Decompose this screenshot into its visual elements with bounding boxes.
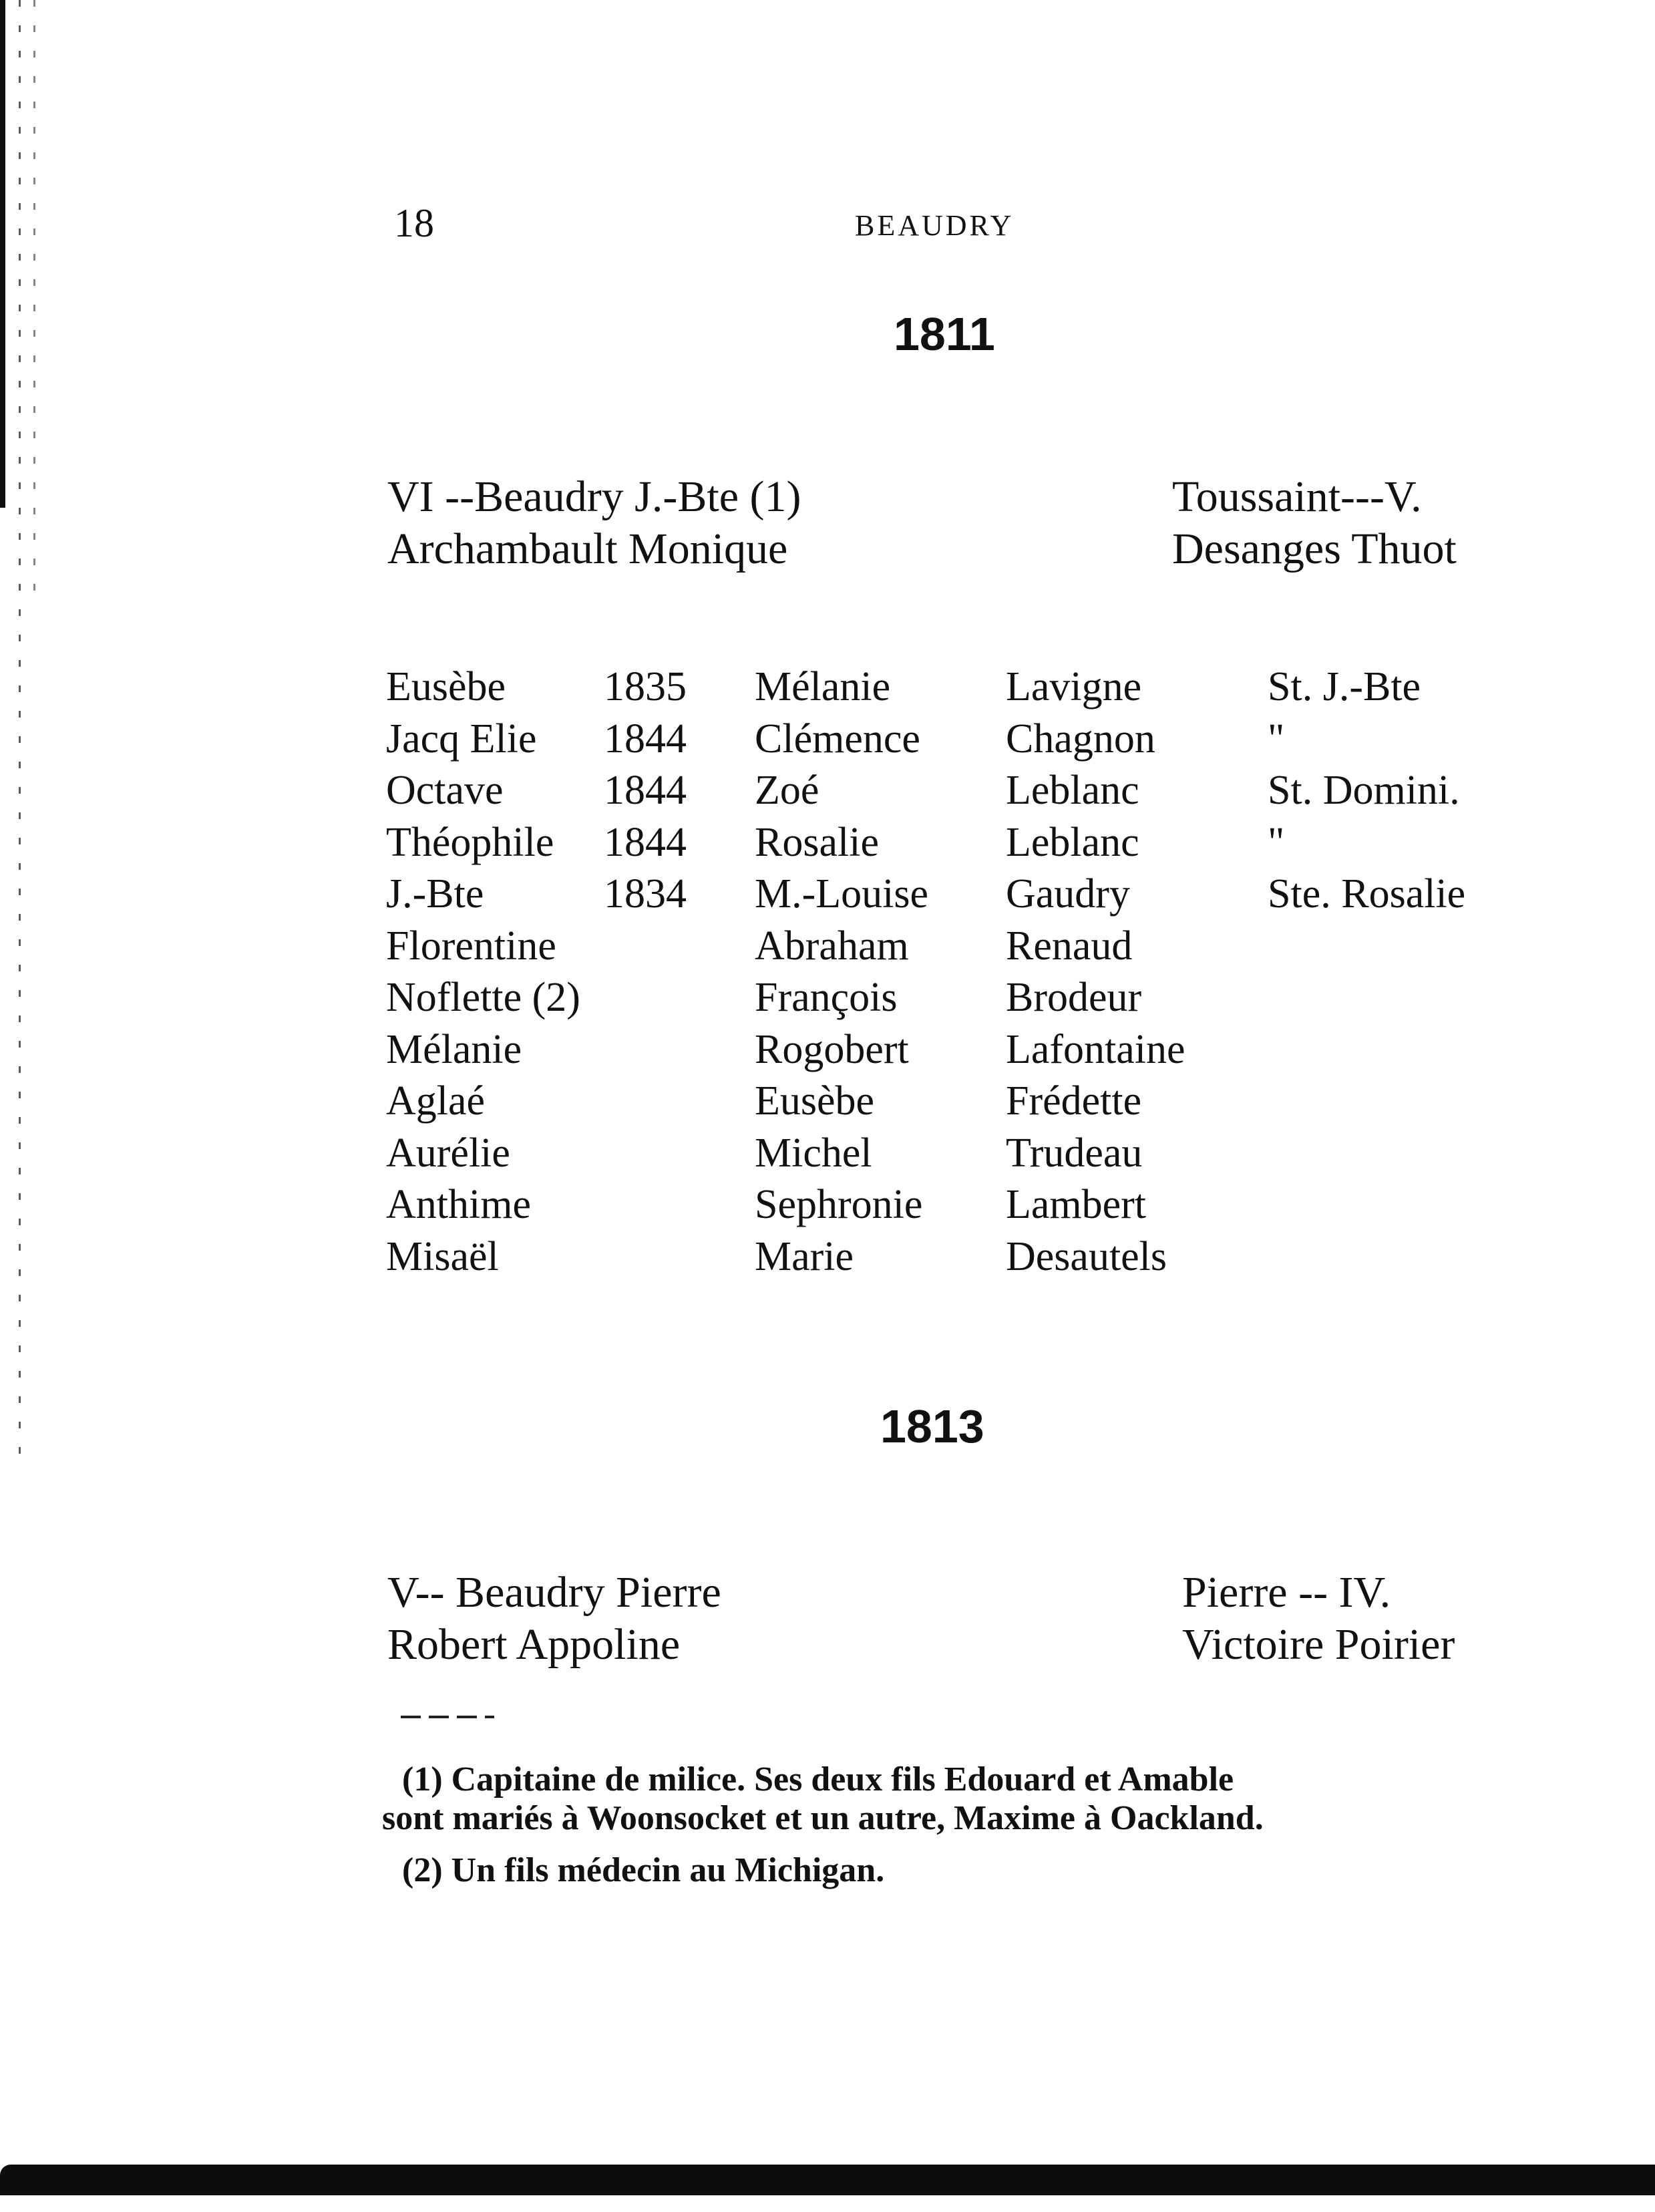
child-surname: Lavigne [1006, 664, 1142, 709]
footnote-divider [401, 1716, 494, 1718]
child-surname: Desautels [1006, 1233, 1167, 1279]
child-spouse: Mélanie [755, 664, 891, 709]
child-row [386, 1076, 1521, 1128]
child-spouse: Clémence [755, 716, 920, 762]
child-parish: St. Domini. [1268, 768, 1460, 813]
child-name: Florentine [386, 923, 556, 969]
child-surname: Leblanc [1006, 768, 1139, 813]
child-name: Anthime [386, 1182, 531, 1227]
child-year: 1835 [604, 664, 687, 709]
child-row [386, 868, 1521, 921]
child-row [386, 1231, 1521, 1283]
child-year: 1834 [604, 871, 687, 917]
couple-parents [1182, 1567, 1455, 1671]
footnotes [382, 1760, 1504, 1890]
child-year: 1844 [604, 768, 687, 813]
child-name: Mélanie [386, 1026, 522, 1072]
child-year: 1844 [604, 819, 687, 865]
footnote-1-line-1: (1) Capitaine de milice. Ses deux fils Edouard et Amable [402, 1760, 1234, 1798]
child-surname: Lambert [1006, 1182, 1147, 1227]
child-name: Aurélie [386, 1130, 510, 1176]
couple-names [387, 471, 801, 575]
child-name: Aglaé [386, 1078, 486, 1124]
child-name: Octave [386, 768, 504, 813]
child-name: Théophile [386, 819, 554, 865]
footnote-2: (2) Un fils médecin au Michigan. [402, 1851, 885, 1889]
child-name: J.-Bte [386, 871, 484, 917]
child-spouse: Eusèbe [755, 1078, 875, 1124]
husband-parents: Pierre -- IV. [1182, 1568, 1391, 1617]
wife-name: Archambault Monique [387, 524, 788, 573]
year-heading: 1811 [894, 308, 995, 360]
year-heading: 1813 [880, 1400, 984, 1452]
child-parish: St. J.-Bte [1268, 664, 1421, 709]
child-row [386, 714, 1521, 766]
child-name: Jacq Elie [386, 716, 537, 762]
child-parish: " [1268, 716, 1285, 762]
wife-parents: Desanges Thuot [1172, 524, 1457, 573]
child-surname: Renaud [1006, 923, 1133, 969]
child-surname: Lafontaine [1006, 1026, 1185, 1072]
couple-parents [1172, 471, 1457, 575]
child-row [386, 921, 1521, 973]
child-parish: " [1268, 819, 1285, 865]
child-spouse: François [755, 975, 898, 1020]
scan-edge-mark [0, 0, 9, 508]
child-row [386, 972, 1521, 1024]
child-year: 1844 [604, 716, 687, 762]
child-row [386, 765, 1521, 817]
child-row [386, 1179, 1521, 1231]
footnote-1-line-2: sont mariés à Woonsocket et un autre, Maxime à Oackland. [382, 1799, 1264, 1837]
child-spouse: Rogobert [755, 1026, 909, 1072]
child-row [386, 817, 1521, 869]
running-title: BEAUDRY [855, 209, 1015, 242]
husband-name: V-- Beaudry Pierre [387, 1568, 721, 1617]
child-spouse: Sephronie [755, 1182, 923, 1227]
child-row [386, 661, 1521, 714]
children-list [386, 661, 1521, 1283]
child-row [386, 1024, 1521, 1076]
child-spouse: Marie [755, 1233, 854, 1279]
child-surname: Frédette [1006, 1078, 1142, 1124]
child-surname: Leblanc [1006, 819, 1139, 865]
child-surname: Gaudry [1006, 871, 1130, 917]
child-surname: Chagnon [1006, 716, 1155, 762]
couple-names [387, 1567, 721, 1671]
scan-edge-dots [33, 0, 48, 601]
scan-bottom-bar [0, 2165, 1655, 2195]
child-parish: Ste. Rosalie [1268, 871, 1466, 917]
wife-name: Robert Appoline [387, 1620, 681, 1669]
child-spouse: Michel [755, 1130, 872, 1176]
child-name: Noflette (2) [386, 975, 580, 1020]
child-spouse: Rosalie [755, 819, 879, 865]
child-spouse: M.-Louise [755, 871, 929, 917]
child-row [386, 1128, 1521, 1180]
child-surname: Brodeur [1006, 975, 1142, 1020]
wife-parents: Victoire Poirier [1182, 1620, 1455, 1669]
husband-name: VI --Beaudry J.-Bte (1) [387, 472, 801, 521]
page-number: 18 [394, 201, 434, 245]
child-name: Misaël [386, 1233, 499, 1279]
child-spouse: Abraham [755, 923, 909, 969]
scan-edge-dots [19, 0, 33, 1470]
child-name: Eusèbe [386, 664, 506, 709]
child-surname: Trudeau [1006, 1130, 1143, 1176]
husband-parents: Toussaint---V. [1172, 472, 1422, 521]
child-spouse: Zoé [755, 768, 819, 813]
